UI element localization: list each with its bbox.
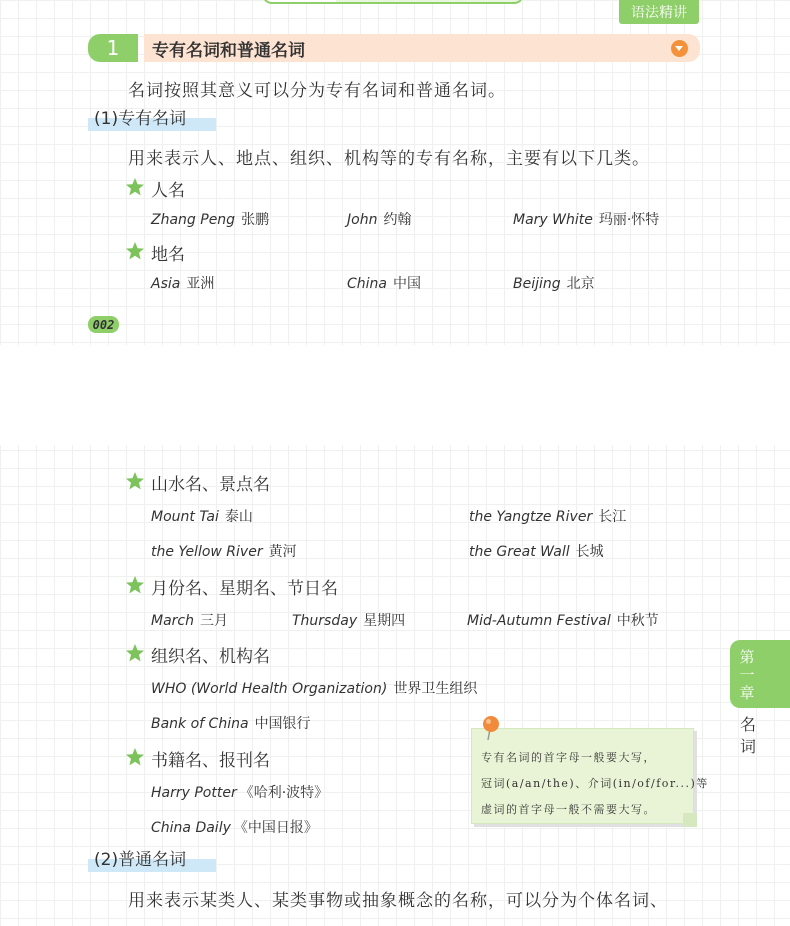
subheading-proper-nouns: (1)专有名词 bbox=[88, 109, 216, 131]
example-item: Asia 亚洲 bbox=[151, 276, 215, 292]
category-places: 地名 bbox=[151, 245, 185, 265]
subheading-common-nouns: (2)普通名词 bbox=[88, 850, 216, 872]
chevron-down-icon[interactable] bbox=[671, 40, 688, 57]
example-item: John 约翰 bbox=[347, 212, 412, 228]
note-line: 冠词(a/an/the)、介词(in/of/for...)等 bbox=[481, 777, 709, 790]
category-people: 人名 bbox=[151, 181, 185, 201]
note-line: 虚词的首字母一般不需要大写。 bbox=[481, 803, 656, 816]
example-item: Mid-Autumn Festival 中秋节 bbox=[467, 613, 659, 629]
note-line: 专有名词的首字母一般要大写， bbox=[481, 751, 656, 764]
page-break bbox=[0, 345, 790, 445]
example-item: China Daily 《中国日报》 bbox=[151, 820, 318, 836]
star-icon bbox=[125, 177, 145, 197]
intro-paragraph: 名词按照其意义可以分为专有名词和普通名词。 bbox=[128, 81, 506, 101]
example-item: Mount Tai 泰山 bbox=[151, 509, 253, 525]
example-item: Zhang Peng 张鹏 bbox=[151, 212, 270, 228]
section-title-bar bbox=[144, 34, 700, 62]
pushpin-icon bbox=[481, 715, 501, 741]
section-title: 专有名词和普通名词 bbox=[152, 40, 305, 61]
example-item: Harry Potter 《哈利·波特》 bbox=[151, 785, 329, 801]
example-item: Beijing 北京 bbox=[513, 276, 595, 292]
chapter-name: 名 词 bbox=[739, 715, 756, 756]
example-item: Mary White 玛丽·怀特 bbox=[513, 212, 660, 228]
category-scenery: 山水名、景点名 bbox=[151, 475, 270, 495]
star-icon bbox=[125, 241, 145, 261]
proper-nouns-description: 用来表示人、地点、组织、机构等的专有名称，主要有以下几类。 bbox=[128, 149, 650, 169]
category-organizations: 组织名、机构名 bbox=[151, 647, 270, 667]
example-item: WHO (World Health Organization) 世界卫生组织 bbox=[151, 681, 478, 697]
example-item: the Yangtze River 长江 bbox=[469, 509, 627, 525]
tip-note bbox=[471, 728, 709, 824]
chapter-tab[interactable]: 第 一 章 bbox=[730, 640, 790, 708]
example-item: Thursday 星期四 bbox=[292, 613, 406, 629]
star-icon bbox=[125, 643, 145, 663]
top-tab-decoration bbox=[262, 0, 524, 4]
star-icon bbox=[125, 575, 145, 595]
example-item: the Great Wall 长城 bbox=[469, 544, 604, 560]
section-number: 1 bbox=[88, 34, 138, 62]
star-icon bbox=[125, 471, 145, 491]
category-dates: 月份名、星期名、节日名 bbox=[151, 579, 338, 599]
star-icon bbox=[125, 747, 145, 767]
category-books: 书籍名、报刊名 bbox=[151, 751, 270, 771]
example-item: China 中国 bbox=[347, 276, 421, 292]
header-tag: 语法精讲 bbox=[619, 0, 699, 24]
page-number: 002 bbox=[88, 316, 119, 333]
example-item: March 三月 bbox=[151, 613, 228, 629]
example-item: Bank of China 中国银行 bbox=[151, 716, 311, 732]
example-item: the Yellow River 黄河 bbox=[151, 544, 297, 560]
common-nouns-description: 用来表示某类人、某类事物或抽象概念的名称，可以分为个体名词、 bbox=[128, 891, 668, 911]
